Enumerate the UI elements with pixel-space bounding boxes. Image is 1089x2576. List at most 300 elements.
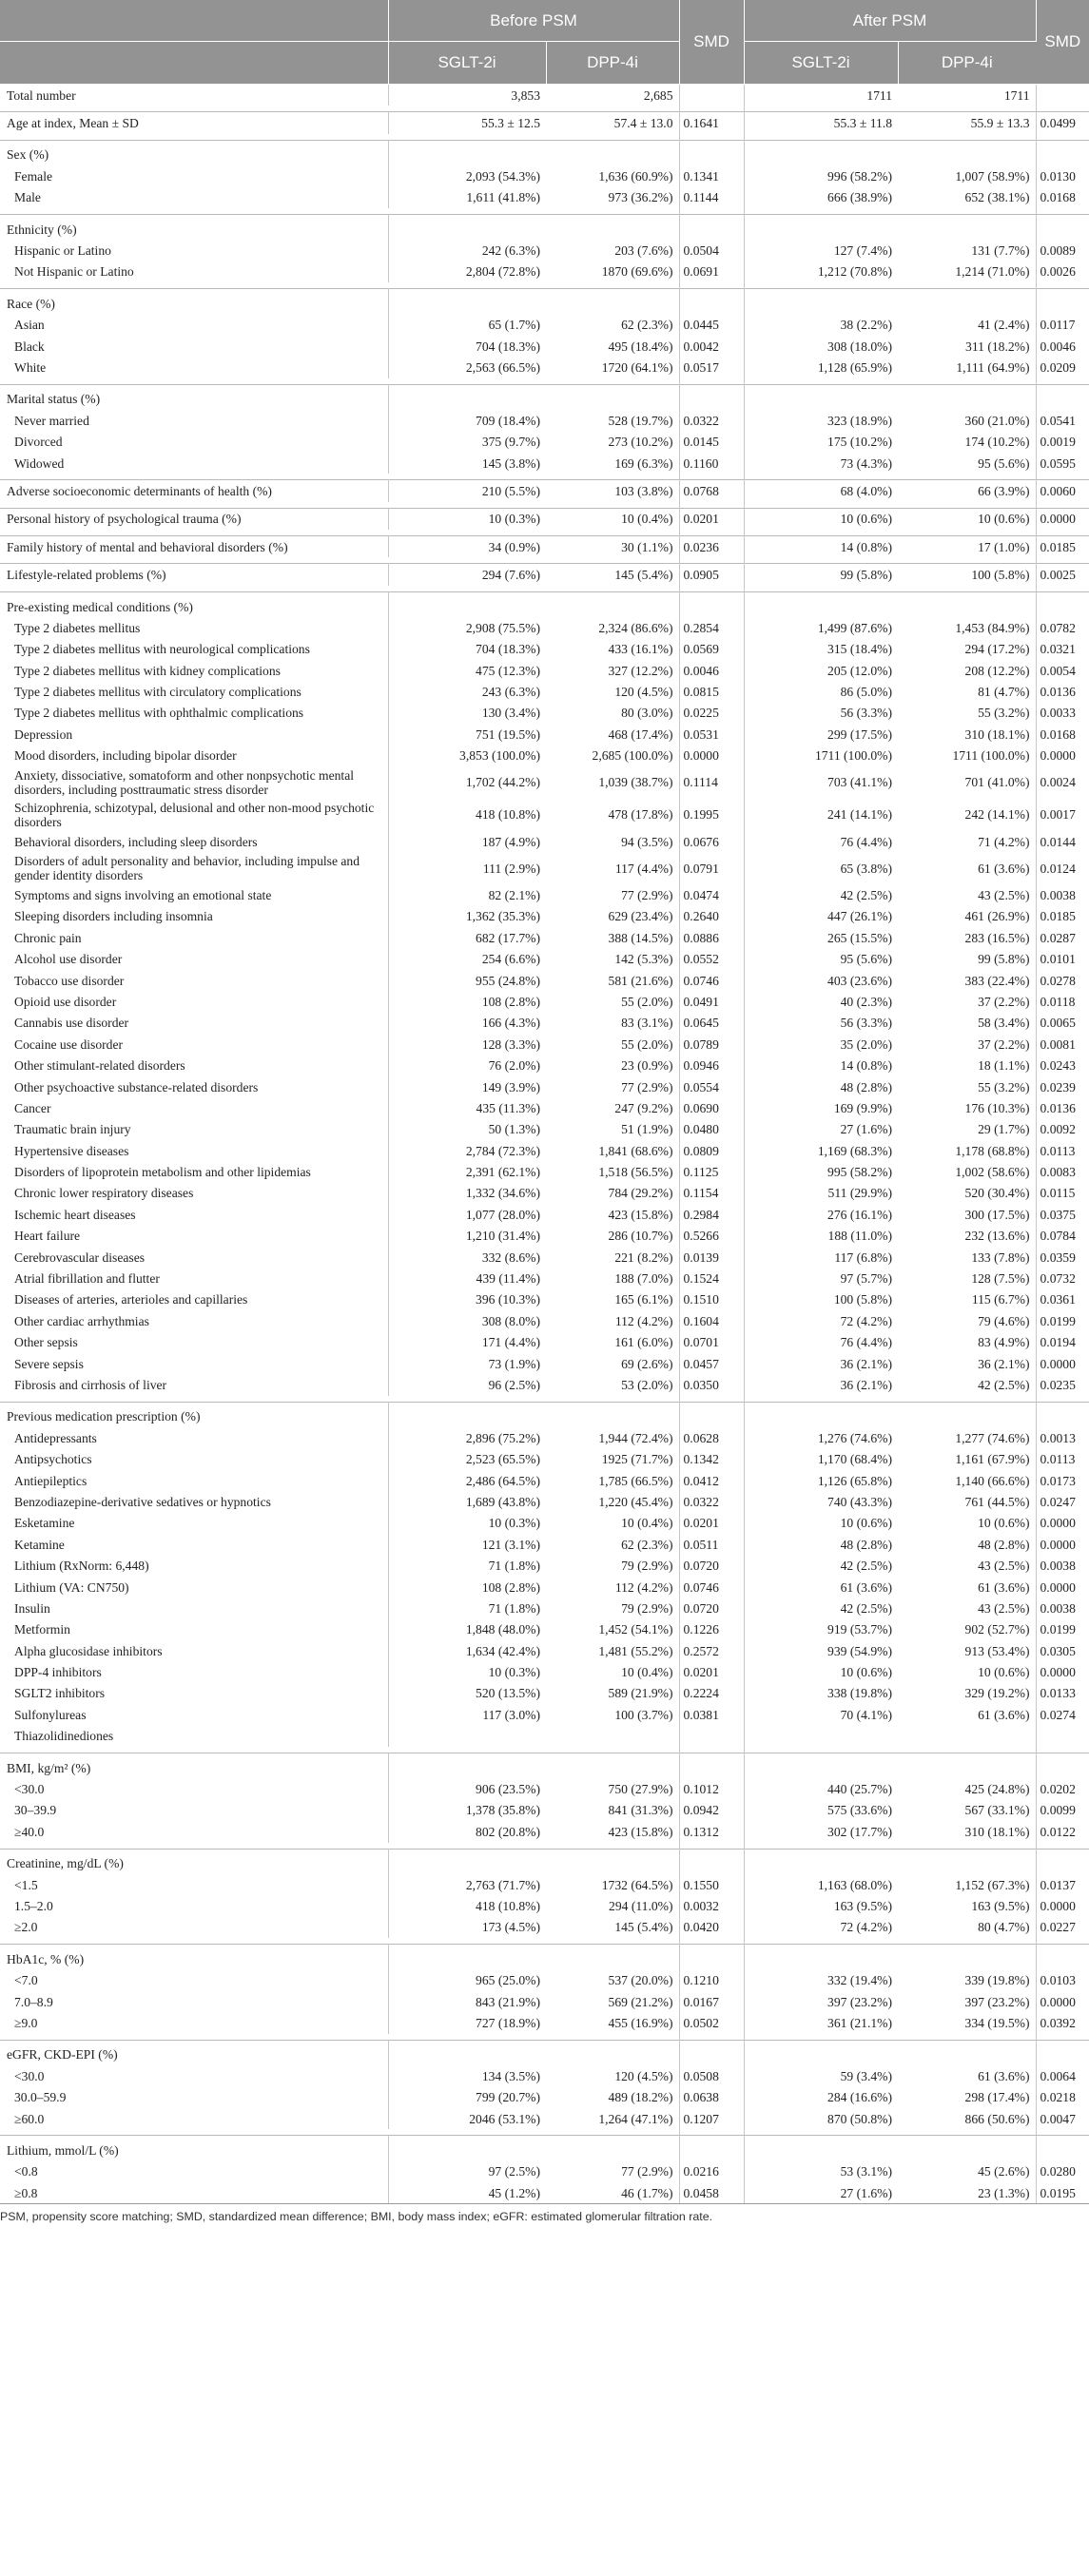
row-label: Other cardiac arrhythmias bbox=[0, 1310, 388, 1331]
cell-v3: 14 (0.8%) bbox=[744, 536, 898, 558]
table-row bbox=[0, 1661, 1089, 1682]
cell-s2: 0.0000 bbox=[1040, 1898, 1076, 1913]
cell-v4: 55 (3.2%) bbox=[898, 1076, 1036, 1097]
cell-s2 bbox=[1036, 2040, 1089, 2065]
cell-v3: 97 (5.7%) bbox=[840, 1271, 892, 1287]
cell-v2: 1,220 (45.4%) bbox=[546, 1491, 679, 1512]
row-label: Anxiety, dissociative, somatoform and other nonpsychotic mental disorders, including posttraumatic stress disorder bbox=[0, 766, 388, 799]
header-blank-2 bbox=[0, 42, 388, 85]
row-label: White bbox=[0, 357, 388, 378]
cell-s1: 0.0225 bbox=[679, 703, 744, 724]
cell-s1: 0.0942 bbox=[679, 1800, 744, 1821]
cell-s1: 0.2224 bbox=[679, 1683, 744, 1704]
cell-v4 bbox=[898, 214, 1036, 240]
cell-v4: 61 (3.6%) bbox=[898, 852, 1036, 884]
table-row bbox=[0, 1534, 1089, 1555]
table-row bbox=[0, 1800, 1089, 1821]
cell-v3: 338 (19.8%) bbox=[827, 1686, 892, 1701]
cell-s2: 0.0199 bbox=[1040, 1622, 1076, 1637]
cell-v1: 704 (18.3%) bbox=[476, 339, 540, 354]
cell-v4: 208 (12.2%) bbox=[898, 660, 1036, 681]
table-row bbox=[0, 187, 1089, 208]
row-label: ≥2.0 bbox=[0, 1917, 388, 1938]
cell-v4: 329 (19.2%) bbox=[898, 1683, 1036, 1704]
cell-v2: 23 (0.9%) bbox=[546, 1055, 679, 1075]
cell-v3: 38 (2.2%) bbox=[840, 318, 892, 333]
cell-v1: 2,093 (54.3%) bbox=[465, 168, 540, 184]
cell-v1: 65 (1.7%) bbox=[488, 318, 540, 333]
cell-s2: 0.0305 bbox=[1040, 1643, 1076, 1658]
row-label: Diseases of arteries, arterioles and capillaries bbox=[0, 1289, 388, 1310]
cell-v3: 1,499 (87.6%) bbox=[817, 620, 892, 635]
cell-s1: 0.0322 bbox=[679, 410, 744, 431]
table-row bbox=[0, 1491, 1089, 1512]
cell-v1: 73 (1.9%) bbox=[488, 1356, 540, 1371]
section-label: Lithium, mmol/L (%) bbox=[0, 2136, 388, 2161]
cell-v4: 1711 bbox=[898, 85, 1036, 107]
cell-v4: 383 (22.4%) bbox=[898, 970, 1036, 991]
table-row bbox=[0, 85, 1089, 107]
cell-v2: 30 (1.1%) bbox=[546, 536, 679, 558]
row-label: Antiepileptics bbox=[0, 1470, 388, 1491]
cell-v4: 242 (14.1%) bbox=[898, 799, 1036, 831]
cell-v2: 100 (3.7%) bbox=[546, 1704, 679, 1725]
cell-v1: 145 (3.8%) bbox=[481, 455, 540, 471]
cell-s2: 0.0000 bbox=[1040, 1579, 1076, 1595]
cell-s1: 0.0236 bbox=[679, 536, 744, 558]
cell-s2: 0.0541 bbox=[1040, 413, 1076, 428]
table-row bbox=[0, 431, 1089, 452]
cell-v1: 2,908 (75.5%) bbox=[465, 620, 540, 635]
cell-v4: 360 (21.0%) bbox=[898, 410, 1036, 431]
cell-v3 bbox=[744, 384, 898, 410]
cell-v3: 73 (4.3%) bbox=[840, 455, 892, 471]
header-blank bbox=[0, 0, 388, 42]
cell-s2: 0.0000 bbox=[1036, 508, 1089, 530]
cell-v1 bbox=[388, 1945, 546, 1970]
cell-v1: 1,332 (34.6%) bbox=[465, 1186, 540, 1201]
table-row bbox=[0, 2086, 1089, 2107]
cell-v3: 397 (23.2%) bbox=[827, 1994, 892, 2009]
cell-s2: 0.0046 bbox=[1040, 339, 1076, 354]
cell-s2: 0.0122 bbox=[1040, 1824, 1076, 1839]
cell-v2: 327 (12.2%) bbox=[546, 660, 679, 681]
cell-s2: 0.0185 bbox=[1036, 536, 1089, 558]
cell-v1: 10 (0.3%) bbox=[488, 1516, 540, 1531]
row-label: Black bbox=[0, 336, 388, 357]
table-row bbox=[0, 1821, 1089, 1842]
cell-v4: 100 (5.8%) bbox=[898, 564, 1036, 586]
cell-v3: 315 (18.4%) bbox=[827, 642, 892, 657]
row-label: 7.0–8.9 bbox=[0, 1991, 388, 2012]
table-row bbox=[0, 564, 1089, 586]
table-row bbox=[0, 1055, 1089, 1075]
cell-v3: 117 (6.8%) bbox=[834, 1249, 892, 1265]
cell-v3: 403 (23.6%) bbox=[827, 973, 892, 988]
cell-s1: 0.0720 bbox=[679, 1598, 744, 1618]
table-row bbox=[0, 453, 1089, 474]
cell-v4: 10 (0.6%) bbox=[898, 1661, 1036, 1682]
cell-v3: 995 (58.2%) bbox=[827, 1165, 892, 1180]
cell-v2 bbox=[546, 384, 679, 410]
cell-v1: 128 (3.3%) bbox=[481, 1036, 540, 1052]
cell-v1: 704 (18.3%) bbox=[476, 642, 540, 657]
cell-v1: 1,210 (31.4%) bbox=[465, 1229, 540, 1244]
cell-v3: 59 (3.4%) bbox=[840, 2068, 892, 2083]
section-label: Creatinine, mg/dL (%) bbox=[0, 1849, 388, 1874]
cell-s1: 0.1641 bbox=[679, 112, 744, 134]
cell-v2: 1,518 (56.5%) bbox=[546, 1161, 679, 1182]
row-label: ≥9.0 bbox=[0, 2012, 388, 2033]
row-label: Age at index, Mean ± SD bbox=[0, 112, 388, 134]
cell-v4: 425 (24.8%) bbox=[898, 1778, 1036, 1799]
cell-v4: 397 (23.2%) bbox=[898, 1991, 1036, 2012]
cell-s2: 0.0195 bbox=[1040, 2185, 1076, 2200]
header-before-psm: Before PSM bbox=[388, 0, 679, 42]
cell-v1 bbox=[388, 289, 546, 315]
cell-v3 bbox=[744, 2136, 898, 2161]
table-body bbox=[0, 85, 1089, 2204]
cell-v3: 61 (3.6%) bbox=[840, 1579, 892, 1595]
cell-s1 bbox=[679, 214, 744, 240]
cell-s2: 0.0280 bbox=[1040, 2164, 1076, 2179]
row-label: ≥0.8 bbox=[0, 2182, 388, 2203]
row-label: Schizophrenia, schizotypal, delusional and other non-mood psychotic disorders bbox=[0, 799, 388, 831]
row-label: 1.5–2.0 bbox=[0, 1895, 388, 1916]
row-label: Total number bbox=[0, 85, 388, 107]
cell-s2: 0.0227 bbox=[1040, 1920, 1076, 1935]
cell-v2: 55 (2.0%) bbox=[546, 991, 679, 1012]
cell-s2: 0.0118 bbox=[1040, 994, 1076, 1009]
cell-v3: 332 (19.4%) bbox=[827, 1973, 892, 1988]
header-sglt2-before: SGLT-2i bbox=[388, 42, 546, 85]
cell-v2 bbox=[546, 2040, 679, 2065]
row-label: Lifestyle-related problems (%) bbox=[0, 564, 388, 586]
section-row bbox=[0, 289, 1089, 315]
cell-v3: 42 (2.5%) bbox=[840, 1600, 892, 1616]
cell-v1: 727 (18.9%) bbox=[476, 2015, 540, 2030]
row-label: Chronic lower respiratory diseases bbox=[0, 1183, 388, 1204]
cell-v1: 709 (18.4%) bbox=[476, 413, 540, 428]
cell-v4: 18 (1.1%) bbox=[898, 1055, 1036, 1075]
cell-v3: 55.3 ± 11.8 bbox=[744, 112, 898, 134]
cell-s2: 0.0235 bbox=[1040, 1378, 1076, 1392]
cell-v4: 652 (38.1%) bbox=[898, 187, 1036, 208]
row-label: Never married bbox=[0, 410, 388, 431]
cell-s1: 0.1604 bbox=[679, 1310, 744, 1331]
cell-s2: 0.0047 bbox=[1040, 2111, 1076, 2126]
cell-v1: 418 (10.8%) bbox=[476, 1898, 540, 1913]
cell-v4 bbox=[898, 384, 1036, 410]
row-label: SGLT2 inhibitors bbox=[0, 1683, 388, 1704]
row-label: Traumatic brain injury bbox=[0, 1119, 388, 1140]
cell-s2: 0.0361 bbox=[1040, 1292, 1076, 1307]
cell-v3: 68 (4.0%) bbox=[744, 480, 898, 502]
table-row bbox=[0, 2161, 1089, 2182]
section-row bbox=[0, 2040, 1089, 2065]
cell-v1: 475 (12.3%) bbox=[476, 663, 540, 678]
cell-v3: 870 (50.8%) bbox=[827, 2111, 892, 2126]
cell-v3 bbox=[744, 1753, 898, 1778]
cell-v1: 1,611 (41.8%) bbox=[466, 190, 540, 205]
cell-v3: 361 (21.1%) bbox=[827, 2015, 892, 2030]
cell-s1 bbox=[679, 1753, 744, 1778]
cell-v2: 423 (15.8%) bbox=[546, 1821, 679, 1842]
cell-v1: 34 (0.9%) bbox=[388, 536, 546, 558]
table-row bbox=[0, 1289, 1089, 1310]
row-label: Divorced bbox=[0, 431, 388, 452]
cell-v1: 2,523 (65.5%) bbox=[465, 1452, 540, 1467]
cell-v1: 243 (6.3%) bbox=[481, 685, 540, 700]
cell-v4: 42 (2.5%) bbox=[898, 1374, 1036, 1395]
row-label: Severe sepsis bbox=[0, 1353, 388, 1374]
cell-s1: 0.1341 bbox=[679, 165, 744, 186]
cell-v2: 455 (16.9%) bbox=[546, 2012, 679, 2033]
cell-v1: 2,563 (66.5%) bbox=[465, 359, 540, 375]
table-row bbox=[0, 1353, 1089, 1374]
row-label: Symptoms and signs involving an emotional state bbox=[0, 884, 388, 905]
cell-v2: 1,481 (55.2%) bbox=[546, 1640, 679, 1661]
cell-v1: 97 (2.5%) bbox=[488, 2164, 540, 2179]
cell-v3: 72 (4.2%) bbox=[840, 1920, 892, 1935]
cell-s2: 0.0025 bbox=[1036, 564, 1089, 586]
cell-v3: 284 (16.6%) bbox=[827, 2090, 892, 2105]
cell-v2: 537 (20.0%) bbox=[546, 1969, 679, 1990]
cell-s2: 0.0013 bbox=[1040, 1430, 1076, 1445]
table-row bbox=[0, 1683, 1089, 1704]
cell-s1: 0.0720 bbox=[679, 1555, 744, 1576]
section-label: HbA1c, % (%) bbox=[0, 1945, 388, 1970]
row-label: Other psychoactive substance-related disorders bbox=[0, 1076, 388, 1097]
cell-v1: 10 (0.3%) bbox=[488, 1665, 540, 1680]
cell-v3: 299 (17.5%) bbox=[827, 726, 892, 742]
cell-v1: 1,634 (42.4%) bbox=[465, 1643, 540, 1658]
cell-v2: 841 (31.3%) bbox=[546, 1800, 679, 1821]
table-row bbox=[0, 1470, 1089, 1491]
cell-v1: 134 (3.5%) bbox=[481, 2068, 540, 2083]
table-row bbox=[0, 1917, 1089, 1938]
section-label: eGFR, CKD-EPI (%) bbox=[0, 2040, 388, 2065]
row-label: Chronic pain bbox=[0, 927, 388, 948]
row-label: Depression bbox=[0, 724, 388, 745]
cell-s1: 0.2572 bbox=[679, 1640, 744, 1661]
row-label: Other sepsis bbox=[0, 1332, 388, 1353]
cell-s1 bbox=[679, 2040, 744, 2065]
cell-s1: 0.0701 bbox=[679, 1332, 744, 1353]
table-row bbox=[0, 240, 1089, 261]
row-label: Lithium (RxNorm: 6,448) bbox=[0, 1555, 388, 1576]
cell-s2: 0.0278 bbox=[1040, 973, 1076, 988]
cell-v1: 1,702 (44.2%) bbox=[465, 775, 540, 790]
cell-v3: 1,276 (74.6%) bbox=[817, 1430, 892, 1445]
cell-s2: 0.0054 bbox=[1040, 663, 1076, 678]
cell-v2: 77 (2.9%) bbox=[546, 884, 679, 905]
table-row bbox=[0, 1140, 1089, 1161]
table-row bbox=[0, 906, 1089, 927]
cell-v4: 128 (7.5%) bbox=[898, 1268, 1036, 1288]
table-row bbox=[0, 1226, 1089, 1247]
cell-v4 bbox=[898, 2136, 1036, 2161]
cell-v4: 66 (3.9%) bbox=[898, 480, 1036, 502]
cell-v2: 10 (0.4%) bbox=[546, 1513, 679, 1534]
row-label: Female bbox=[0, 165, 388, 186]
cell-s1: 0.0531 bbox=[679, 724, 744, 745]
cell-s2 bbox=[1036, 1726, 1089, 1747]
cell-s2: 0.0026 bbox=[1040, 264, 1076, 280]
row-label: Asian bbox=[0, 315, 388, 336]
cell-v4: 61 (3.6%) bbox=[898, 1577, 1036, 1598]
cell-v4: 115 (6.7%) bbox=[898, 1289, 1036, 1310]
cell-v3: 996 (58.2%) bbox=[827, 168, 892, 184]
table-row bbox=[0, 1598, 1089, 1618]
cell-v2: 1925 (71.7%) bbox=[546, 1448, 679, 1469]
cell-s1 bbox=[679, 1402, 744, 1427]
cell-v2: 188 (7.0%) bbox=[546, 1268, 679, 1288]
cell-s1: 0.0569 bbox=[679, 639, 744, 660]
cell-v4: 1,002 (58.6%) bbox=[898, 1161, 1036, 1182]
cell-v4: 339 (19.8%) bbox=[898, 1969, 1036, 1990]
cell-v2 bbox=[546, 1849, 679, 1874]
cell-v1: 173 (4.5%) bbox=[481, 1920, 540, 1935]
row-label: Alpha glucosidase inhibitors bbox=[0, 1640, 388, 1661]
row-label: Antidepressants bbox=[0, 1427, 388, 1448]
cell-v1: 1,362 (35.3%) bbox=[465, 909, 540, 924]
cell-v4: 79 (4.6%) bbox=[898, 1310, 1036, 1331]
cell-v2: 478 (17.8%) bbox=[546, 799, 679, 831]
cell-v2: 2,685 bbox=[546, 85, 679, 107]
cell-v4: 55 (3.2%) bbox=[898, 703, 1036, 724]
table-row bbox=[0, 1183, 1089, 1204]
cell-s1: 0.0322 bbox=[679, 1491, 744, 1512]
cell-v1: 1,077 (28.0%) bbox=[465, 1207, 540, 1222]
table-row bbox=[0, 1204, 1089, 1225]
cell-v1 bbox=[388, 140, 546, 165]
cell-v2: 145 (5.4%) bbox=[546, 564, 679, 586]
cell-v3 bbox=[744, 1402, 898, 1427]
row-label: ≥60.0 bbox=[0, 2108, 388, 2129]
cell-s2: 0.0732 bbox=[1040, 1271, 1076, 1287]
table-row bbox=[0, 315, 1089, 336]
cell-s2: 0.0117 bbox=[1040, 318, 1076, 333]
cell-v4: 17 (1.0%) bbox=[898, 536, 1036, 558]
cell-v1: 396 (10.3%) bbox=[476, 1292, 540, 1307]
table-row bbox=[0, 660, 1089, 681]
cell-v3: 10 (0.6%) bbox=[840, 1665, 892, 1680]
cell-v1: 308 (8.0%) bbox=[481, 1313, 540, 1328]
cell-s2: 0.0124 bbox=[1040, 861, 1076, 876]
table-row bbox=[0, 1991, 1089, 2012]
cell-v4: 1,111 (64.9%) bbox=[898, 357, 1036, 378]
cell-v1 bbox=[388, 591, 546, 617]
cell-v2: 221 (8.2%) bbox=[546, 1247, 679, 1268]
cell-v1: 3,853 bbox=[511, 87, 540, 103]
table-row bbox=[0, 1374, 1089, 1395]
cell-v3: 27 (1.6%) bbox=[840, 2185, 892, 2200]
cell-v2: 388 (14.5%) bbox=[546, 927, 679, 948]
cell-v4: 55.9 ± 13.3 bbox=[898, 112, 1036, 134]
row-label: Esketamine bbox=[0, 1513, 388, 1534]
cell-s2: 0.0038 bbox=[1040, 1600, 1076, 1616]
cell-v3: 27 (1.6%) bbox=[840, 1122, 892, 1137]
cell-v3: 575 (33.6%) bbox=[827, 1803, 892, 1818]
cell-s1: 0.0032 bbox=[679, 1895, 744, 1916]
cell-v4: 58 (3.4%) bbox=[898, 1013, 1036, 1034]
cell-v4: 1,007 (58.9%) bbox=[898, 165, 1036, 186]
cell-v2 bbox=[546, 1402, 679, 1427]
cell-s1: 0.0886 bbox=[679, 927, 744, 948]
cell-v1: 418 (10.8%) bbox=[476, 807, 540, 823]
cell-v4: 1,214 (71.0%) bbox=[898, 261, 1036, 282]
cell-s2: 0.0784 bbox=[1040, 1229, 1076, 1244]
cell-s1: 0.0552 bbox=[679, 949, 744, 970]
row-label: Adverse socioeconomic determinants of health (%) bbox=[0, 480, 388, 502]
row-label: Alcohol use disorder bbox=[0, 949, 388, 970]
cell-v3: 265 (15.5%) bbox=[827, 930, 892, 945]
cell-v4: 131 (7.7%) bbox=[898, 240, 1036, 261]
cell-v4: 48 (2.8%) bbox=[898, 1534, 1036, 1555]
row-label: Sleeping disorders including insomnia bbox=[0, 906, 388, 927]
table-row bbox=[0, 2012, 1089, 2033]
cell-s1: 0.1160 bbox=[679, 453, 744, 474]
cell-s2 bbox=[1036, 591, 1089, 617]
cell-s2 bbox=[1036, 384, 1089, 410]
cell-s1: 0.0791 bbox=[679, 852, 744, 884]
cell-v4: 43 (2.5%) bbox=[898, 1555, 1036, 1576]
cell-v4: 80 (4.7%) bbox=[898, 1917, 1036, 1938]
cell-v2 bbox=[546, 1726, 679, 1747]
cell-v1: 799 (20.7%) bbox=[476, 2090, 540, 2105]
cell-s1: 0.0145 bbox=[679, 431, 744, 452]
cell-v4: 43 (2.5%) bbox=[898, 1598, 1036, 1618]
cell-v3: 70 (4.1%) bbox=[840, 1707, 892, 1722]
row-label: Atrial fibrillation and flutter bbox=[0, 1268, 388, 1288]
cell-v3: 1,170 (68.4%) bbox=[817, 1452, 892, 1467]
cell-v3: 99 (5.8%) bbox=[744, 564, 898, 586]
cell-s2: 0.0199 bbox=[1040, 1313, 1076, 1328]
cell-s1: 0.0474 bbox=[679, 884, 744, 905]
cell-v2: 57.4 ± 13.0 bbox=[546, 112, 679, 134]
row-label: <0.8 bbox=[0, 2161, 388, 2182]
cell-s2: 0.0137 bbox=[1040, 1877, 1076, 1892]
cell-v1: 82 (2.1%) bbox=[488, 888, 540, 903]
cell-v2: 1720 (64.1%) bbox=[546, 357, 679, 378]
cell-v2: 784 (29.2%) bbox=[546, 1183, 679, 1204]
cell-v3: 1,169 (68.3%) bbox=[817, 1143, 892, 1158]
cell-v1: 2,486 (64.5%) bbox=[465, 1473, 540, 1488]
cell-s2: 0.0359 bbox=[1040, 1249, 1076, 1265]
table-row bbox=[0, 165, 1089, 186]
cell-v2: 80 (3.0%) bbox=[546, 703, 679, 724]
cell-v4: 174 (10.2%) bbox=[898, 431, 1036, 452]
cell-s1: 0.0457 bbox=[679, 1353, 744, 1374]
cell-s1: 0.0491 bbox=[679, 991, 744, 1012]
table-row bbox=[0, 852, 1089, 884]
cell-v4: 334 (19.5%) bbox=[898, 2012, 1036, 2033]
cell-v1: 108 (2.8%) bbox=[481, 994, 540, 1009]
cell-v2 bbox=[546, 214, 679, 240]
cell-v4: 311 (18.2%) bbox=[898, 336, 1036, 357]
cell-s1: 0.1550 bbox=[679, 1874, 744, 1895]
cell-v3: 56 (3.3%) bbox=[840, 706, 892, 721]
cell-s1: 0.0201 bbox=[679, 508, 744, 530]
cell-v1: 1,689 (43.8%) bbox=[465, 1494, 540, 1509]
cell-v2: 103 (3.8%) bbox=[546, 480, 679, 502]
cell-v3 bbox=[744, 2040, 898, 2065]
row-label: Ischemic heart diseases bbox=[0, 1204, 388, 1225]
cell-v4: 567 (33.1%) bbox=[898, 1800, 1036, 1821]
cell-v3 bbox=[744, 140, 898, 165]
table-row bbox=[0, 508, 1089, 530]
